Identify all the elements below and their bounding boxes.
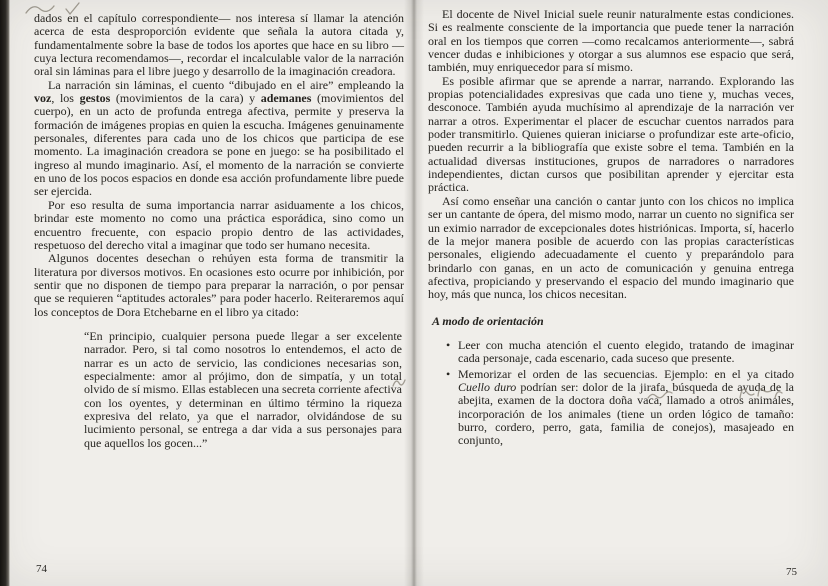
page-right [428, 8, 794, 450]
text-run: Leer con mucha atención el cuento elegido, tratando de imaginar cada personaje, cada escenario, cada suceso que presente. [458, 337, 794, 366]
scan-edge [0, 0, 10, 586]
page-number: 74 [36, 563, 47, 575]
section-heading: A modo de orientación [432, 313, 544, 328]
bold-term: ademanes [260, 91, 312, 106]
text-run [458, 367, 794, 448]
paragraph: dados en el capítulo correspondiente— nos interesa sí llamar la atención acerca de esta desproporción evidente que señala la autora citada y, fundamentalmente sobre la base de todos los aportes que hace en su libro —cuya lectura recomendamos—, recordar el incalculable valor de la narración oral sin láminas para el libre juego y desarrollo de la imaginación creadora. [34, 11, 404, 79]
paragraph [34, 79, 404, 199]
text-run: (movimientos de la cara) y [110, 91, 261, 106]
paragraph: Es posible afirmar que se aprende a narrar, narrando. Explorando las propias potencialidades expresivas que cada uno tiene y, muchas veces, desconoce. También ayuda muchísimo al aprendizaje de la narración ver narrar a otros. Experimentar el placer de escuchar cuentos narrados para poder transmitirlo. Quienes quieran iniciarse o profundizar este arte-oficio, pueden recurrir a la bibliografía que existe sobre el tema. También en la actualidad diversas instituciones, grupos de narradores o narradores independientes, dictan cursos que posibilitan aprender y ejercitar esta práctica. [428, 73, 794, 195]
bold-term: gestos [79, 91, 111, 106]
text-run: (movimientos del cuerpo), en un acto de profunda entrega afectiva, permite y preserva la formación de imágenes propias en quien la escucha. Imágenes genuinamente personales, diferentes para cada uno de los chicos que participa de ese momento. La imaginación creadora se pone en juego: se ha posibilitado el ingreso al mundo imaginario. Así, el momento de la narración se convierte en uno de los pocos espacios en donde esa acción profundamente libre puede ser ejercida. [34, 91, 404, 199]
text-run: La narración sin láminas, el cuento “dibujado en el aire” empleando la [48, 77, 404, 92]
text-run: , los [51, 91, 80, 106]
bullet-icon: • [446, 366, 451, 381]
list-item [446, 339, 794, 366]
paragraph: Algunos docentes desechan o rehúyen esta forma de transmitir la literatura por diversos motivos. En ocasiones esto ocurre por inhibición, por sentir que no disponen de tiempo para preparar la narración, o por pensar que se requieren “aptitudes actorales” para poder hacerlo. Reiteraremos aquí los conceptos de Dora Etchebarne en el libro ya citado: [34, 251, 404, 319]
blockquote: “En principio, cualquier persona puede llegar a ser excelente narrador. Pero, si tal como nosotros lo entendemos, el acto de narrar es un acto de servicio, las condiciones necesarias son, especialmente: amor al prójimo, don de simpatía, y un total olvido de sí mismo. Ellas establecen una secreta corriente afectiva con los oyentes, y determinan en último término la riqueza expresiva del relato, ya que el narrador, olvidándose de su lucimiento personal, se entrega a dar vida a sus personajes para que aquellos los gocen...” [84, 328, 402, 450]
list-item [446, 368, 794, 448]
italic-title: Cuello duro [458, 379, 517, 394]
text-run: podrían ser: dolor de la jirafa, búsqueda de ayuda de la abejita, examen de la doctora doña vaca, llamado a otros animales, incorporación de los animales (tiene un orden lógico de tamaño: burro, cordero, perro, gata, familia de conejos), masajeado en conjunto, [458, 379, 794, 448]
bold-term: voz [34, 91, 52, 106]
page-number: 75 [786, 566, 797, 578]
text-run: Memorizar el orden de las secuencias. Ejemplo: en el ya citado [458, 366, 794, 381]
paragraph: Así como enseñar una canción o cantar junto con los chicos no implica ser un cantante de ópera, del mismo modo, narrar un cuento no significa ser un eximio narrador de excepcionales dotes histriónicas. Importa, sí, hacerlo de la mejor manera posible de acuerdo con las propias características personales, eligiendo adecuadamente el cuento y preparándolo para brindarlo con ganas, en un acto de comunicación y genuina entrega afectiva, propiciando y preservando el espacio del mundo imaginario que hoy, más que nunca, los chicos necesitan. [428, 193, 794, 302]
paragraph: El docente de Nivel Inicial suele reunir naturalmente estas condiciones. Si es realmente consciente de la importancia que puede tener la narración oral en los tiempos que corren —como recalcamos anteriormente—, sabrá vencer dudas e inhibiciones y otorgar a sus alumnos ese espacio que será, también, muy enriquecedor para sí mismo. [428, 7, 794, 75]
page-left [34, 12, 404, 450]
bullet-icon: • [446, 337, 451, 352]
paragraph: Por eso resulta de suma importancia narrar asiduamente a los chicos, brindar este momento no como una práctica esporádica, sino como un encuentro frecuente, con espacio propio dentro de las actividades, respetuoso del derecho vital a imaginar que todo ser humano necesita. [34, 197, 404, 252]
page-gutter [404, 0, 424, 586]
